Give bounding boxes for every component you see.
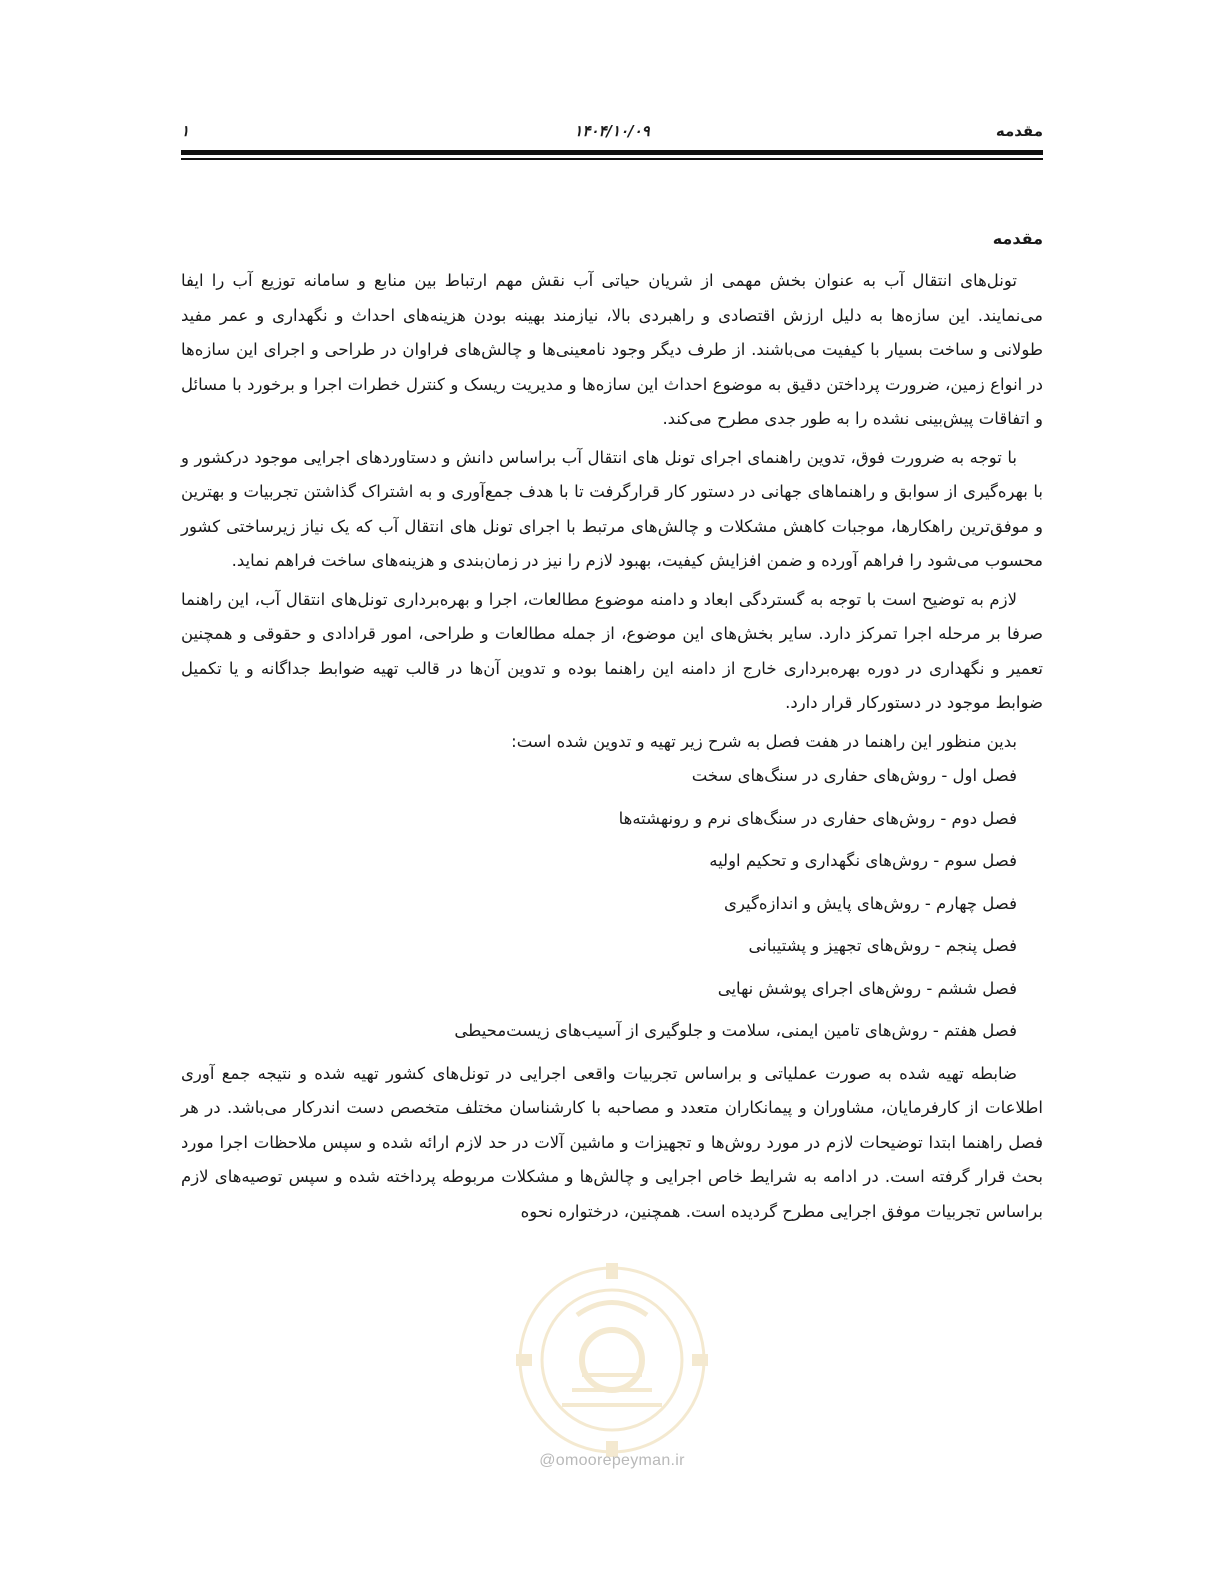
header-section-name: مقدمه: [995, 122, 1043, 140]
closing-paragraph: ضابطه تهیه شده به صورت عملیاتی و براساس تجربیات واقعی اجرایی در تونل‌های کشور تهیه شده و نتیجه جمع آوری اطلاعات از کارفرمایان، مشاوران و پیمانکاران متعدد و مصاحبه با کارشناسان مختلف متخصص دست اندرکار می‌باشد. در هر فصل راهنما ابتدا توضیحات لازم در مورد روش‌ها و تجهیزات و ماشین آلات در حد لازم ارائه شده و سپس ملاحظات اجرا مورد بحث قرار گرفته است. در ادامه به شرایط خاص اجرایی و چالش‌ها و مشکلات مربوطه پرداخته شده و سپس توصیه‌های لازم براساس تجربیات موفق اجرایی مطرح گردیده است. همچنین، درختواره نحوه: [181, 1063, 1043, 1221]
watermark-logo-icon: [502, 1255, 722, 1465]
chapter-item: فصل هفتم - روش‌های تامین ایمنی، سلامت و جلوگیری از آسیب‌های زیست‌محیطی: [454, 1021, 1017, 1040]
header-rule-thin: [181, 158, 1043, 160]
chapter-item: فصل پنجم - روش‌های تجهیز و پشتیبانی: [748, 936, 1017, 955]
chapter-item: فصل سوم - روش‌های نگهداری و تحکیم اولیه: [709, 851, 1017, 870]
chapter-item: فصل ششم - روش‌های اجرای پوشش نهایی: [717, 978, 1017, 998]
paragraph: لازم به توضیح است با توجه به گستردگی ابعاد و دامنه موضوع مطالعات، اجرا و بهره‌برداری تونل‌های انتقال آب، این راهنما صرفا بر مرحله اجرا تمرکز دارد. سایر بخش‌های این موضوع، از جمله مطالعات و طراحی، امور قرادادی و حقوقی و همچنین تعمیر و نگهداری در دوره بهره‌برداری خارج از دامنه این راهنما بوده و تدوین آن‌ها در قالب تهیه ضوابط جداگانه و یا تکمیل ضوابط موجود در دستورکار قرار دارد.: [181, 589, 1043, 712]
chapters-intro: بدین منظور این راهنما در هفت فصل به شرح زیر تهیه و تدوین شده است:: [511, 731, 1017, 751]
watermark-url: [0, 1452, 1224, 1470]
chapter-list: [181, 759, 1043, 1048]
header-page-number: ۱: [181, 122, 190, 140]
chapter-item: فصل دوم - روش‌های حفاری در سنگ‌های نرم و رونهشته‌ها: [618, 808, 1017, 828]
header-rule-thick: [181, 150, 1043, 155]
section-title: مقدمه: [992, 229, 1043, 248]
page-content: [181, 222, 1043, 1233]
paragraph: تونل‌های انتقال آب به عنوان بخش مهمی از شریان حیاتی آب نقش مهم ارتباط بین منابع و سامانه توزیع آب را ایفا می‌نمایند. این سازه‌ها به دلیل ارزش اقتصادی و راهبردی بالا، نیازمند بهینه بودن هزینه‌های احداث و نگهداری و عمر مفید طولانی و ساخت بسیار با کیفیت می‌باشند. از طرف دیگر وجود نامعینی‌ها و چالش‌های فراوان در طراحی و اجرای این سازه‌ها در انواع زمین، ضرورت پرداختن دقیق به موضوع احداث این سازه‌ها و مدیریت ریسک و کنترل خطرات اجرا و برخورد با مسائل و اتفاقات پیش‌بینی نشده را به طور جدی مطرح می‌کند.: [181, 271, 1043, 428]
at-icon: @: [539, 1452, 556, 1469]
chapter-item: فصل اول - روش‌های حفاری در سنگ‌های سخت: [691, 766, 1017, 785]
chapter-item: فصل چهارم - روش‌های پایش و اندازه‌گیری: [724, 893, 1017, 913]
header-date: ۱۴۰۴/۱۰/۰۹: [574, 122, 650, 140]
page-header: [181, 118, 1043, 148]
paragraph: با توجه به ضرورت فوق، تدوین راهنمای اجرای تونل های انتقال آب براساس دانش و دستاوردهای اجرایی موجود درکشور و با بهره‌گیری از سوابق و راهنماهای جهانی در دستور کار قرارگرفت تا با هدف جمع‌آوری و به اشتراک گذاشتن تجربیات و بهترین و موفق‌ترین راهکارها، موجبات کاهش مشکلات و چالش‌های مرتبط با اجرای تونل های انتقال آب که یک نیاز زیرساختی کشور محسوب می‌شود را فراهم آورده و ضمن افزایش کیفیت، بهبود لازم را نیز در زمان‌بندی و هزینه‌های ساخت فراهم نماید.: [181, 447, 1043, 570]
watermark-url-text: omoorepeyman.ir: [555, 1452, 685, 1469]
